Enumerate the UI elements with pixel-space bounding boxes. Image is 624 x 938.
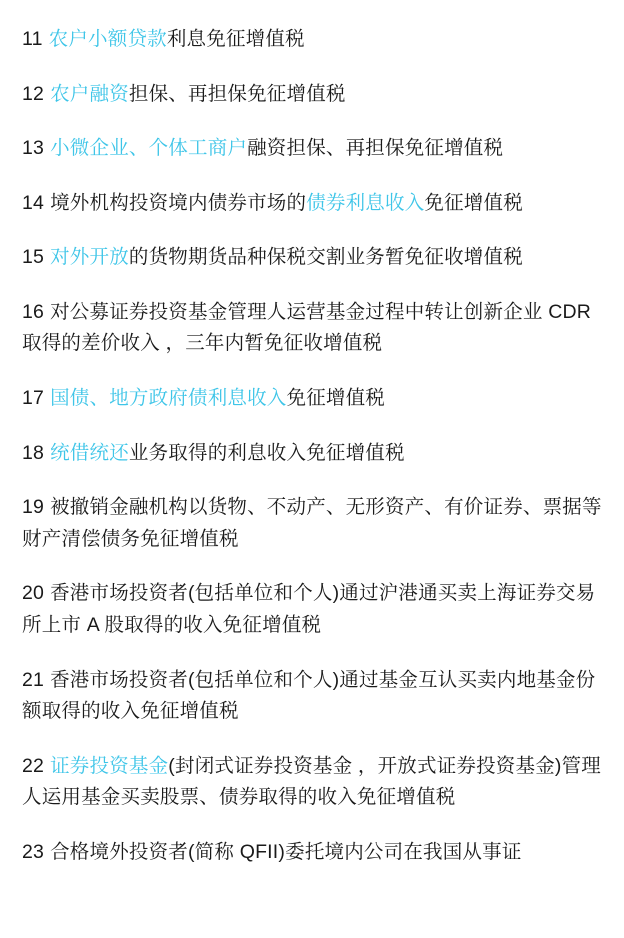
item-text: 融资担保、再担保免征增值税 (247, 137, 504, 160)
list-item-number: 12 (22, 82, 45, 105)
list-item-number: 23 (22, 840, 45, 863)
list-item (22, 133, 602, 165)
list-item-number: 18 (22, 441, 45, 464)
list-item (22, 438, 602, 470)
list-item (22, 297, 602, 360)
highlighted-term[interactable]: 农户融资 (50, 82, 129, 105)
list-item-number: 15 (22, 246, 45, 269)
list-item-number: 14 (22, 191, 45, 214)
list-item (22, 665, 602, 728)
item-text: 对公募证券投资基金管理人运营基金过程中转让创新企业 CDR 取得的差价收入 ，三年内暂免征收增值税 (22, 300, 592, 355)
highlighted-term[interactable]: 债券利息收入 (306, 191, 425, 214)
list-item-number: 19 (22, 496, 45, 519)
list-item (22, 383, 602, 415)
highlighted-term[interactable]: 统借统还 (50, 441, 129, 464)
list-item-number: 16 (22, 300, 45, 323)
item-text: 业务取得的利息收入免征增值税 (128, 441, 405, 464)
item-text: 担保、再担保免征增值税 (128, 82, 346, 105)
list-item-number: 21 (22, 668, 45, 691)
list-item-number: 20 (22, 582, 45, 605)
list-item (22, 492, 602, 555)
list-item (22, 24, 602, 56)
item-text: 境外机构投资境内债券市场的 (50, 191, 307, 214)
item-text: 香港市场投资者(包括单位和个人)通过基金互认买卖内地基金份额取得的收入免征增值税 (22, 668, 596, 723)
highlighted-term[interactable]: 证券投资基金 (50, 754, 169, 777)
list-item-number: 13 (22, 137, 45, 160)
item-text: 利息免征增值税 (166, 28, 305, 50)
highlighted-term[interactable]: 对外开放 (50, 246, 129, 269)
item-text: 免征增值税 (424, 191, 523, 214)
list-item-number: 17 (22, 387, 45, 410)
item-text: 香港市场投资者(包括单位和个人)通过沪港通买卖上海证券交易所上市 A 股取得的收入免征增值税 (22, 582, 596, 636)
list-item (22, 837, 602, 869)
highlighted-term[interactable]: 国债、地方政府债利息收入 (50, 387, 287, 410)
list-item (22, 242, 602, 274)
item-text: (封闭式证券投资基金 ，开放式证券投资基金)管理人运用基金买卖股票、债券取得的收入免征增值税 (22, 754, 602, 809)
item-text: 免征增值税 (286, 387, 386, 410)
list-item (22, 751, 602, 814)
highlighted-term[interactable]: 农户小额贷款 (48, 28, 167, 50)
list-item-number: 22 (22, 754, 45, 777)
list-item (22, 188, 602, 220)
item-text: 的货物期货品种保税交割业务暂免征收增值税 (128, 246, 523, 269)
item-text: 被撤销金融机构以货物、不动产、无形资产、有价证券、票据等财产清偿债务免征增值税 (22, 496, 602, 550)
list-item-number: 11 (22, 28, 43, 50)
highlighted-term[interactable]: 小微企业、个体工商户 (50, 137, 248, 160)
list-item (22, 79, 602, 111)
list-item (22, 578, 602, 641)
item-text: 合格境外投资者(简称 QFII)委托境内公司在我国从事证 (50, 840, 522, 863)
